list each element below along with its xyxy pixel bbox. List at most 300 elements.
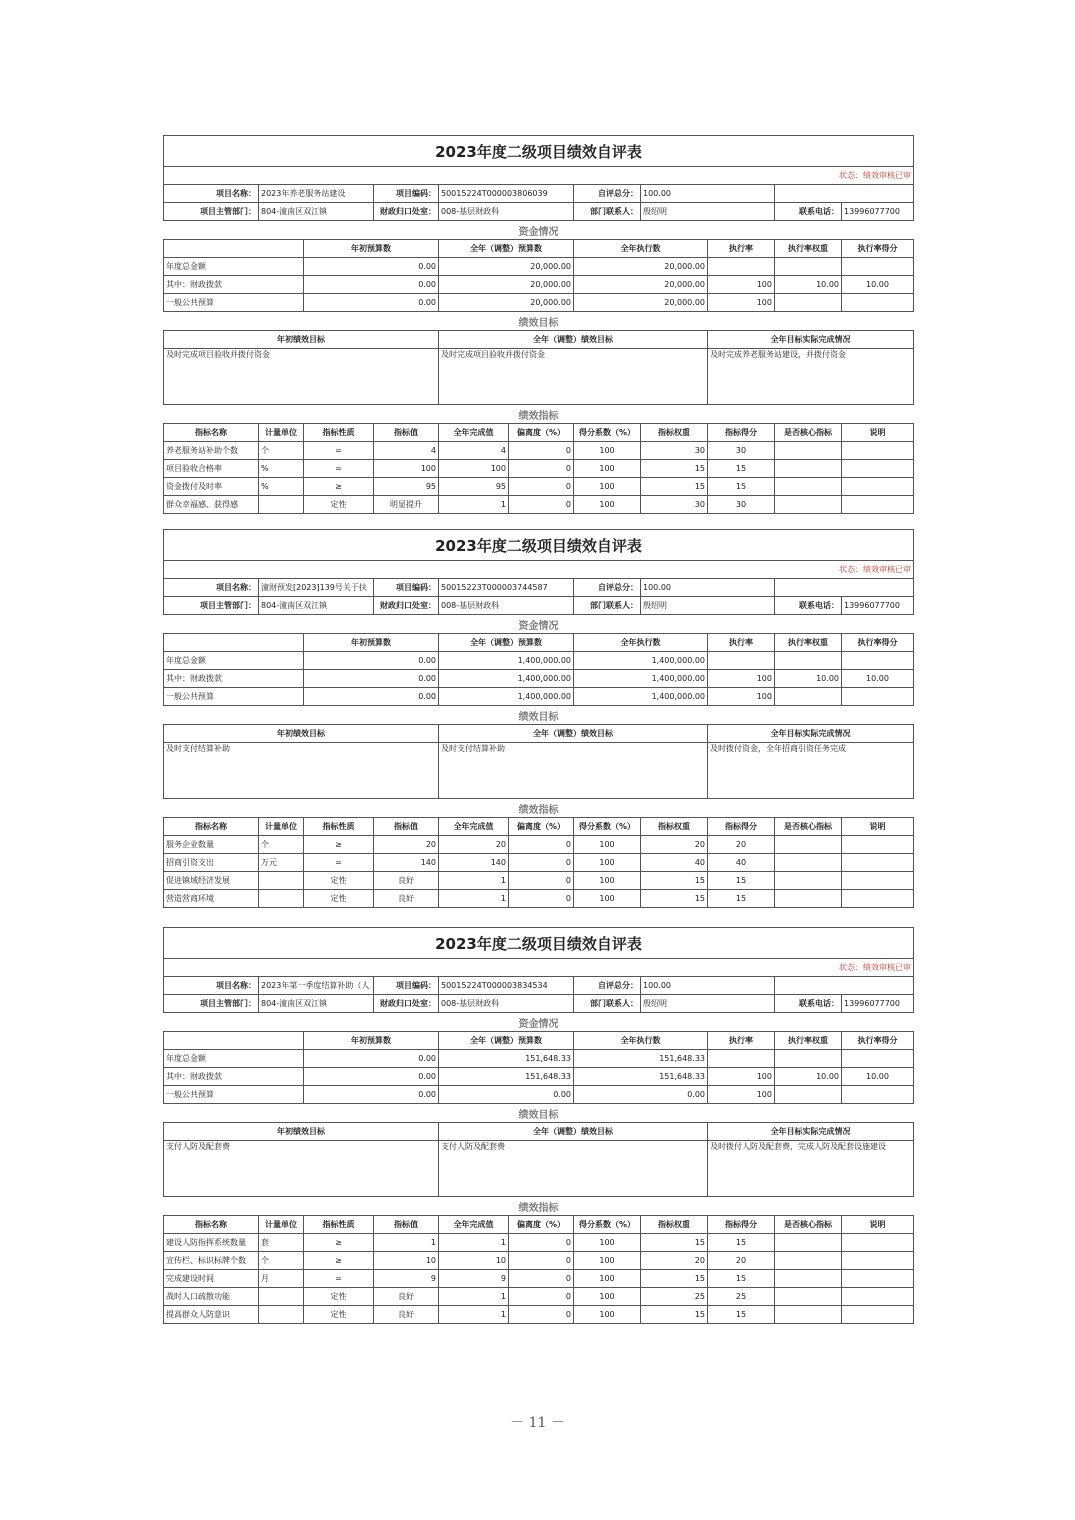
fund-row-label: 其中：财政拨款 bbox=[164, 276, 304, 294]
project-name-label: 项目名称： bbox=[164, 579, 259, 597]
report-table bbox=[163, 927, 914, 1324]
indicator-cell bbox=[775, 890, 842, 908]
project-name-label: 项目名称： bbox=[164, 185, 259, 203]
status-label: 状态：绩效审核已审 bbox=[164, 561, 914, 579]
project-name-value: 2023年养老服务站建设 bbox=[259, 185, 374, 203]
indicator-cell bbox=[775, 496, 842, 514]
indicator-header: 指标值 bbox=[374, 818, 439, 836]
indicator-cell: 15 bbox=[641, 460, 708, 478]
fund-value: 0.00 bbox=[304, 1068, 439, 1086]
fund-value: 151,648.33 bbox=[574, 1050, 708, 1068]
fund-row-label: 一般公共预算 bbox=[164, 1086, 304, 1104]
fund-value bbox=[708, 258, 775, 276]
indicator-cell bbox=[775, 1270, 842, 1288]
indicator-header: 指标得分 bbox=[708, 1216, 775, 1234]
indicator-cell bbox=[842, 1234, 914, 1252]
project-name-value: 2023年第一季度结算补助（人 bbox=[259, 977, 374, 995]
indicator-cell: 100 bbox=[574, 1306, 641, 1324]
indicator-cell: 30 bbox=[708, 496, 775, 514]
indicator-cell bbox=[775, 872, 842, 890]
fund-value: 10.00 bbox=[775, 670, 842, 688]
indicator-cell bbox=[842, 1288, 914, 1306]
indicator-header: 指标性质 bbox=[304, 1216, 374, 1234]
indicator-cell: 100 bbox=[574, 836, 641, 854]
fund-value: 20,000.00 bbox=[574, 276, 708, 294]
fund-value: 100 bbox=[708, 1068, 775, 1086]
report-form-1 bbox=[163, 135, 913, 514]
indicator-header: 指标权重 bbox=[641, 818, 708, 836]
indicator-header: 说明 bbox=[842, 818, 914, 836]
dept-value: 804-潼南区双江镇 bbox=[259, 995, 374, 1013]
indicator-cell: 15 bbox=[708, 478, 775, 496]
phone-value: 13996077700 bbox=[842, 995, 914, 1013]
goal-text: 支付人防及配套费 bbox=[439, 1141, 708, 1197]
indicator-cell: 15 bbox=[708, 872, 775, 890]
indicator-cell: 0 bbox=[509, 854, 574, 872]
contact-value: 殷绍明 bbox=[641, 597, 775, 615]
project-code-label: 项目编码： bbox=[374, 185, 439, 203]
indicator-cell bbox=[842, 460, 914, 478]
indicator-cell: 0 bbox=[509, 836, 574, 854]
fund-header-blank bbox=[164, 1032, 304, 1050]
indicator-cell: 0 bbox=[509, 496, 574, 514]
indicator-cell: ≥ bbox=[304, 836, 374, 854]
indicator-cell: 15 bbox=[708, 1270, 775, 1288]
indicator-cell bbox=[775, 442, 842, 460]
fund-value bbox=[842, 258, 914, 276]
indicator-cell: 15 bbox=[708, 460, 775, 478]
finance-office-label: 财政归口处室： bbox=[374, 597, 439, 615]
fund-value: 20,000.00 bbox=[439, 294, 574, 312]
goal-text: 及时拨付人防及配套费，完成人防及配套设施建设 bbox=[708, 1141, 914, 1197]
indicator-cell: 定性 bbox=[304, 1288, 374, 1306]
indicator-cell: ≥ bbox=[304, 1234, 374, 1252]
fund-header-blank bbox=[164, 634, 304, 652]
indicator-cell bbox=[842, 442, 914, 460]
fund-value: 1,400,000.00 bbox=[574, 652, 708, 670]
indicator-cell: 0 bbox=[509, 890, 574, 908]
contact-value: 殷绍明 bbox=[641, 203, 775, 221]
fund-value bbox=[775, 1050, 842, 1068]
page-number: － 11 － bbox=[510, 1415, 565, 1431]
indicator-cell: 服务企业数量 bbox=[164, 836, 259, 854]
indicator-cell: 140 bbox=[374, 854, 439, 872]
fund-header: 执行率权重 bbox=[775, 634, 842, 652]
fund-section-heading: 资金情况 bbox=[164, 221, 914, 240]
phone-value: 13996077700 bbox=[842, 203, 914, 221]
project-code-label: 项目编码： bbox=[374, 977, 439, 995]
fund-value: 10.00 bbox=[842, 276, 914, 294]
fund-value: 0.00 bbox=[304, 1086, 439, 1104]
indicator-cell: 0 bbox=[509, 872, 574, 890]
fund-row-label: 年度总金额 bbox=[164, 1050, 304, 1068]
indicator-cell: 宣传栏、标识标牌个数 bbox=[164, 1252, 259, 1270]
indicator-cell: 15 bbox=[708, 890, 775, 908]
indicator-section-heading: 绩效指标 bbox=[164, 405, 914, 424]
fund-value bbox=[775, 294, 842, 312]
fund-value: 10.00 bbox=[842, 670, 914, 688]
fund-header: 执行率权重 bbox=[775, 1032, 842, 1050]
indicator-cell: 定性 bbox=[304, 1306, 374, 1324]
indicator-cell: 15 bbox=[641, 872, 708, 890]
fund-header: 年初预算数 bbox=[304, 1032, 439, 1050]
indicator-cell: 个 bbox=[259, 1252, 304, 1270]
goal-header: 全年（调整）绩效目标 bbox=[439, 725, 708, 743]
self-score-label: 自评总分： bbox=[574, 185, 641, 203]
indicator-cell: 25 bbox=[708, 1288, 775, 1306]
indicator-header: 指标名称 bbox=[164, 424, 259, 442]
indicator-cell: 1 bbox=[439, 890, 509, 908]
indicator-cell: 10 bbox=[439, 1252, 509, 1270]
indicator-cell: 定性 bbox=[304, 872, 374, 890]
indicator-header: 指标值 bbox=[374, 1216, 439, 1234]
fund-value: 0.00 bbox=[304, 1050, 439, 1068]
fund-header: 执行率 bbox=[708, 634, 775, 652]
indicator-header: 偏离度（%） bbox=[509, 424, 574, 442]
fund-value: 1,400,000.00 bbox=[439, 688, 574, 706]
project-code-value: 50015224T000003806039 bbox=[439, 185, 574, 203]
indicator-cell: 战时人口疏散功能 bbox=[164, 1288, 259, 1306]
fund-header: 执行率得分 bbox=[842, 634, 914, 652]
finance-office-value: 008-基层财政科 bbox=[439, 203, 574, 221]
goal-header: 全年（调整）绩效目标 bbox=[439, 1123, 708, 1141]
fund-value: 20,000.00 bbox=[439, 276, 574, 294]
goal-text: 及时完成项目验收并拨付资金 bbox=[164, 349, 439, 405]
indicator-cell: 月 bbox=[259, 1270, 304, 1288]
indicator-cell bbox=[842, 890, 914, 908]
fund-value: 0.00 bbox=[304, 294, 439, 312]
indicator-cell bbox=[842, 496, 914, 514]
indicator-header: 全年完成值 bbox=[439, 424, 509, 442]
indicator-cell: 100 bbox=[574, 1288, 641, 1306]
indicator-cell: 20 bbox=[641, 1252, 708, 1270]
goal-header: 全年（调整）绩效目标 bbox=[439, 331, 708, 349]
fund-value bbox=[708, 652, 775, 670]
indicator-cell bbox=[259, 872, 304, 890]
fund-value: 0.00 bbox=[304, 652, 439, 670]
indicator-cell: 养老服务站补助个数 bbox=[164, 442, 259, 460]
fund-value: 0.00 bbox=[304, 276, 439, 294]
indicator-cell bbox=[775, 1306, 842, 1324]
goal-header: 年初绩效目标 bbox=[164, 1123, 439, 1141]
indicator-cell: 95 bbox=[439, 478, 509, 496]
finance-office-value: 008-基层财政科 bbox=[439, 995, 574, 1013]
indicator-section-heading: 绩效指标 bbox=[164, 799, 914, 818]
fund-value: 100 bbox=[708, 294, 775, 312]
goal-header: 年初绩效目标 bbox=[164, 331, 439, 349]
indicator-header: 指标值 bbox=[374, 424, 439, 442]
indicator-section-heading: 绩效指标 bbox=[164, 1197, 914, 1216]
indicator-cell: 25 bbox=[641, 1288, 708, 1306]
self-score-value: 100.00 bbox=[641, 977, 775, 995]
fund-value bbox=[842, 1050, 914, 1068]
indicator-cell: 1 bbox=[439, 1234, 509, 1252]
indicator-cell: % bbox=[259, 478, 304, 496]
fund-section-heading: 资金情况 bbox=[164, 615, 914, 634]
indicator-cell: 15 bbox=[641, 478, 708, 496]
phone-label: 联系电话： bbox=[775, 597, 842, 615]
dept-label: 项目主管部门： bbox=[164, 203, 259, 221]
goal-text: 及时拨付资金，全年招商引资任务完成 bbox=[708, 743, 914, 799]
indicator-header: 全年完成值 bbox=[439, 1216, 509, 1234]
report-form-3 bbox=[163, 927, 913, 1324]
indicator-cell: 套 bbox=[259, 1234, 304, 1252]
dept-label: 项目主管部门： bbox=[164, 597, 259, 615]
indicator-cell: 1 bbox=[439, 496, 509, 514]
indicator-cell: 0 bbox=[509, 1252, 574, 1270]
indicator-cell: 15 bbox=[641, 1234, 708, 1252]
goal-section-heading: 绩效目标 bbox=[164, 312, 914, 331]
indicator-cell: 10 bbox=[374, 1252, 439, 1270]
dept-value: 804-潼南区双江镇 bbox=[259, 203, 374, 221]
indicator-cell bbox=[842, 854, 914, 872]
indicator-cell bbox=[842, 872, 914, 890]
self-score-value: 100.00 bbox=[641, 579, 775, 597]
indicator-cell: 100 bbox=[574, 1234, 641, 1252]
goal-header: 全年目标实际完成情况 bbox=[708, 331, 914, 349]
fund-row-label: 年度总金额 bbox=[164, 258, 304, 276]
indicator-cell: 100 bbox=[574, 1270, 641, 1288]
indicator-cell: 营造营商环境 bbox=[164, 890, 259, 908]
indicator-cell: 100 bbox=[574, 890, 641, 908]
indicator-cell: 促进镇域经济发展 bbox=[164, 872, 259, 890]
indicator-cell: 项目验收合格率 bbox=[164, 460, 259, 478]
goal-text: 及时完成养老服务站建设，并拨付资金 bbox=[708, 349, 914, 405]
fund-value bbox=[842, 652, 914, 670]
contact-value: 殷绍明 bbox=[641, 995, 775, 1013]
report-table bbox=[163, 135, 914, 514]
indicator-header: 是否核心指标 bbox=[775, 424, 842, 442]
indicator-cell: 资金拨付及时率 bbox=[164, 478, 259, 496]
indicator-cell: 个 bbox=[259, 442, 304, 460]
fund-value bbox=[842, 1086, 914, 1104]
phone-label: 联系电话： bbox=[775, 203, 842, 221]
indicator-cell: 良好 bbox=[374, 872, 439, 890]
indicator-cell bbox=[842, 1306, 914, 1324]
empty-cell bbox=[775, 579, 914, 597]
indicator-cell: 0 bbox=[509, 478, 574, 496]
fund-value: 20,000.00 bbox=[574, 294, 708, 312]
goal-text: 支付人防及配套费 bbox=[164, 1141, 439, 1197]
fund-value: 151,648.33 bbox=[439, 1068, 574, 1086]
indicator-header: 计量单位 bbox=[259, 424, 304, 442]
indicator-header: 指标性质 bbox=[304, 424, 374, 442]
indicator-cell: 0 bbox=[509, 1288, 574, 1306]
indicator-cell: 4 bbox=[374, 442, 439, 460]
indicator-cell bbox=[842, 478, 914, 496]
indicator-cell: 15 bbox=[708, 1234, 775, 1252]
indicator-cell: 30 bbox=[708, 442, 775, 460]
indicator-cell bbox=[842, 1270, 914, 1288]
indicator-cell bbox=[842, 836, 914, 854]
indicator-cell: 20 bbox=[641, 836, 708, 854]
indicator-cell: 100 bbox=[439, 460, 509, 478]
finance-office-label: 财政归口处室： bbox=[374, 203, 439, 221]
fund-header-blank bbox=[164, 240, 304, 258]
fund-header: 执行率 bbox=[708, 1032, 775, 1050]
fund-header: 全年执行数 bbox=[574, 634, 708, 652]
project-name-value: 潼财预发[2023]139号关于扶 bbox=[259, 579, 374, 597]
fund-value: 10.00 bbox=[842, 1068, 914, 1086]
goal-text: 及时支付结算补助 bbox=[439, 743, 708, 799]
indicator-cell: 9 bbox=[374, 1270, 439, 1288]
fund-value: 100 bbox=[708, 1086, 775, 1104]
fund-value: 1,400,000.00 bbox=[439, 670, 574, 688]
indicator-cell: 20 bbox=[374, 836, 439, 854]
fund-value: 20,000.00 bbox=[439, 258, 574, 276]
fund-value: 1,400,000.00 bbox=[439, 652, 574, 670]
indicator-cell bbox=[259, 1288, 304, 1306]
indicator-header: 得分系数（%） bbox=[574, 818, 641, 836]
indicator-cell: 100 bbox=[574, 478, 641, 496]
indicator-cell: 140 bbox=[439, 854, 509, 872]
indicator-cell: ≥ bbox=[304, 478, 374, 496]
indicator-cell bbox=[775, 854, 842, 872]
status-label: 状态：绩效审核已审 bbox=[164, 167, 914, 185]
indicator-header: 得分系数（%） bbox=[574, 1216, 641, 1234]
empty-cell bbox=[775, 977, 914, 995]
fund-header: 执行率得分 bbox=[842, 1032, 914, 1050]
indicator-cell: 15 bbox=[641, 1306, 708, 1324]
indicator-cell: 100 bbox=[574, 1252, 641, 1270]
indicator-cell bbox=[775, 478, 842, 496]
fund-value bbox=[842, 688, 914, 706]
indicator-cell: 30 bbox=[641, 442, 708, 460]
fund-value: 0.00 bbox=[439, 1086, 574, 1104]
fund-value: 0.00 bbox=[304, 670, 439, 688]
indicator-cell: = bbox=[304, 854, 374, 872]
indicator-cell: 100 bbox=[574, 496, 641, 514]
contact-label: 部门联系人： bbox=[574, 597, 641, 615]
indicator-cell: 95 bbox=[374, 478, 439, 496]
indicator-cell: 0 bbox=[509, 1270, 574, 1288]
self-score-label: 自评总分： bbox=[574, 977, 641, 995]
indicator-cell: 40 bbox=[708, 854, 775, 872]
goal-text: 及时完成项目验收并拨付资金 bbox=[439, 349, 708, 405]
indicator-cell: 个 bbox=[259, 836, 304, 854]
indicator-cell: 1 bbox=[439, 872, 509, 890]
status-label: 状态：绩效审核已审 bbox=[164, 959, 914, 977]
indicator-cell: 0 bbox=[509, 460, 574, 478]
fund-row-label: 一般公共预算 bbox=[164, 688, 304, 706]
indicator-cell: 明显提升 bbox=[374, 496, 439, 514]
fund-value: 10.00 bbox=[775, 276, 842, 294]
fund-row-label: 一般公共预算 bbox=[164, 294, 304, 312]
finance-office-label: 财政归口处室： bbox=[374, 995, 439, 1013]
contact-label: 部门联系人： bbox=[574, 203, 641, 221]
indicator-cell: 0 bbox=[509, 442, 574, 460]
indicator-cell: 15 bbox=[641, 890, 708, 908]
indicator-cell: ≥ bbox=[304, 1252, 374, 1270]
indicator-cell: 100 bbox=[574, 872, 641, 890]
fund-header: 执行率权重 bbox=[775, 240, 842, 258]
indicator-header: 是否核心指标 bbox=[775, 1216, 842, 1234]
indicator-cell: 万元 bbox=[259, 854, 304, 872]
indicator-cell: 良好 bbox=[374, 1306, 439, 1324]
indicator-cell bbox=[775, 1288, 842, 1306]
indicator-header: 偏离度（%） bbox=[509, 1216, 574, 1234]
indicator-cell: = bbox=[304, 460, 374, 478]
fund-header: 执行率 bbox=[708, 240, 775, 258]
fund-value bbox=[842, 294, 914, 312]
indicator-cell: 定性 bbox=[304, 496, 374, 514]
dept-value: 804-潼南区双江镇 bbox=[259, 597, 374, 615]
indicator-cell: 0 bbox=[509, 1306, 574, 1324]
indicator-header: 指标性质 bbox=[304, 818, 374, 836]
fund-value: 151,648.33 bbox=[439, 1050, 574, 1068]
indicator-cell: 1 bbox=[374, 1234, 439, 1252]
fund-value: 10.00 bbox=[775, 1068, 842, 1086]
indicator-cell: % bbox=[259, 460, 304, 478]
fund-header: 全年执行数 bbox=[574, 240, 708, 258]
report-form-2 bbox=[163, 529, 913, 908]
indicator-cell: = bbox=[304, 1270, 374, 1288]
fund-value: 20,000.00 bbox=[574, 258, 708, 276]
fund-header: 全年（调整）预算数 bbox=[439, 1032, 574, 1050]
fund-value: 100 bbox=[708, 670, 775, 688]
indicator-cell: 20 bbox=[439, 836, 509, 854]
indicator-cell: 1 bbox=[439, 1306, 509, 1324]
indicator-cell: 建设人防指挥系统数量 bbox=[164, 1234, 259, 1252]
fund-value: 1,400,000.00 bbox=[574, 688, 708, 706]
indicator-cell: 20 bbox=[708, 1252, 775, 1270]
self-score-label: 自评总分： bbox=[574, 579, 641, 597]
indicator-header: 计量单位 bbox=[259, 1216, 304, 1234]
indicator-cell bbox=[259, 496, 304, 514]
indicator-header: 是否核心指标 bbox=[775, 818, 842, 836]
indicator-header: 指标名称 bbox=[164, 818, 259, 836]
empty-cell bbox=[775, 185, 914, 203]
indicator-cell: 15 bbox=[641, 1270, 708, 1288]
fund-header: 执行率得分 bbox=[842, 240, 914, 258]
project-name-label: 项目名称： bbox=[164, 977, 259, 995]
fund-value: 0.00 bbox=[574, 1086, 708, 1104]
fund-value bbox=[775, 258, 842, 276]
fund-value: 0.00 bbox=[304, 258, 439, 276]
indicator-header: 指标名称 bbox=[164, 1216, 259, 1234]
project-code-label: 项目编码： bbox=[374, 579, 439, 597]
indicator-cell: 9 bbox=[439, 1270, 509, 1288]
project-code-value: 50015224T000003834534 bbox=[439, 977, 574, 995]
goal-text: 及时支付结算补助 bbox=[164, 743, 439, 799]
indicator-header: 计量单位 bbox=[259, 818, 304, 836]
goal-header: 年初绩效目标 bbox=[164, 725, 439, 743]
indicator-cell: 1 bbox=[439, 1288, 509, 1306]
indicator-cell bbox=[775, 1252, 842, 1270]
indicator-header: 偏离度（%） bbox=[509, 818, 574, 836]
report-title: 2023年度二级项目绩效自评表 bbox=[164, 136, 914, 167]
indicator-cell: 群众幸福感、获得感 bbox=[164, 496, 259, 514]
indicator-cell: 良好 bbox=[374, 1288, 439, 1306]
fund-value: 100 bbox=[708, 276, 775, 294]
indicator-header: 说明 bbox=[842, 424, 914, 442]
indicator-header: 得分系数（%） bbox=[574, 424, 641, 442]
indicator-cell: 100 bbox=[574, 460, 641, 478]
indicator-cell: 4 bbox=[439, 442, 509, 460]
indicator-cell: 完成建设时间 bbox=[164, 1270, 259, 1288]
project-code-value: 50015223T000003744587 bbox=[439, 579, 574, 597]
goal-header: 全年目标实际完成情况 bbox=[708, 725, 914, 743]
indicator-cell bbox=[259, 890, 304, 908]
indicator-cell bbox=[775, 1234, 842, 1252]
fund-row-label: 年度总金额 bbox=[164, 652, 304, 670]
goal-section-heading: 绩效目标 bbox=[164, 1104, 914, 1123]
indicator-header: 全年完成值 bbox=[439, 818, 509, 836]
fund-value: 151,648.33 bbox=[574, 1068, 708, 1086]
indicator-cell: 0 bbox=[509, 1234, 574, 1252]
indicator-cell: 15 bbox=[708, 1306, 775, 1324]
report-title: 2023年度二级项目绩效自评表 bbox=[164, 530, 914, 561]
